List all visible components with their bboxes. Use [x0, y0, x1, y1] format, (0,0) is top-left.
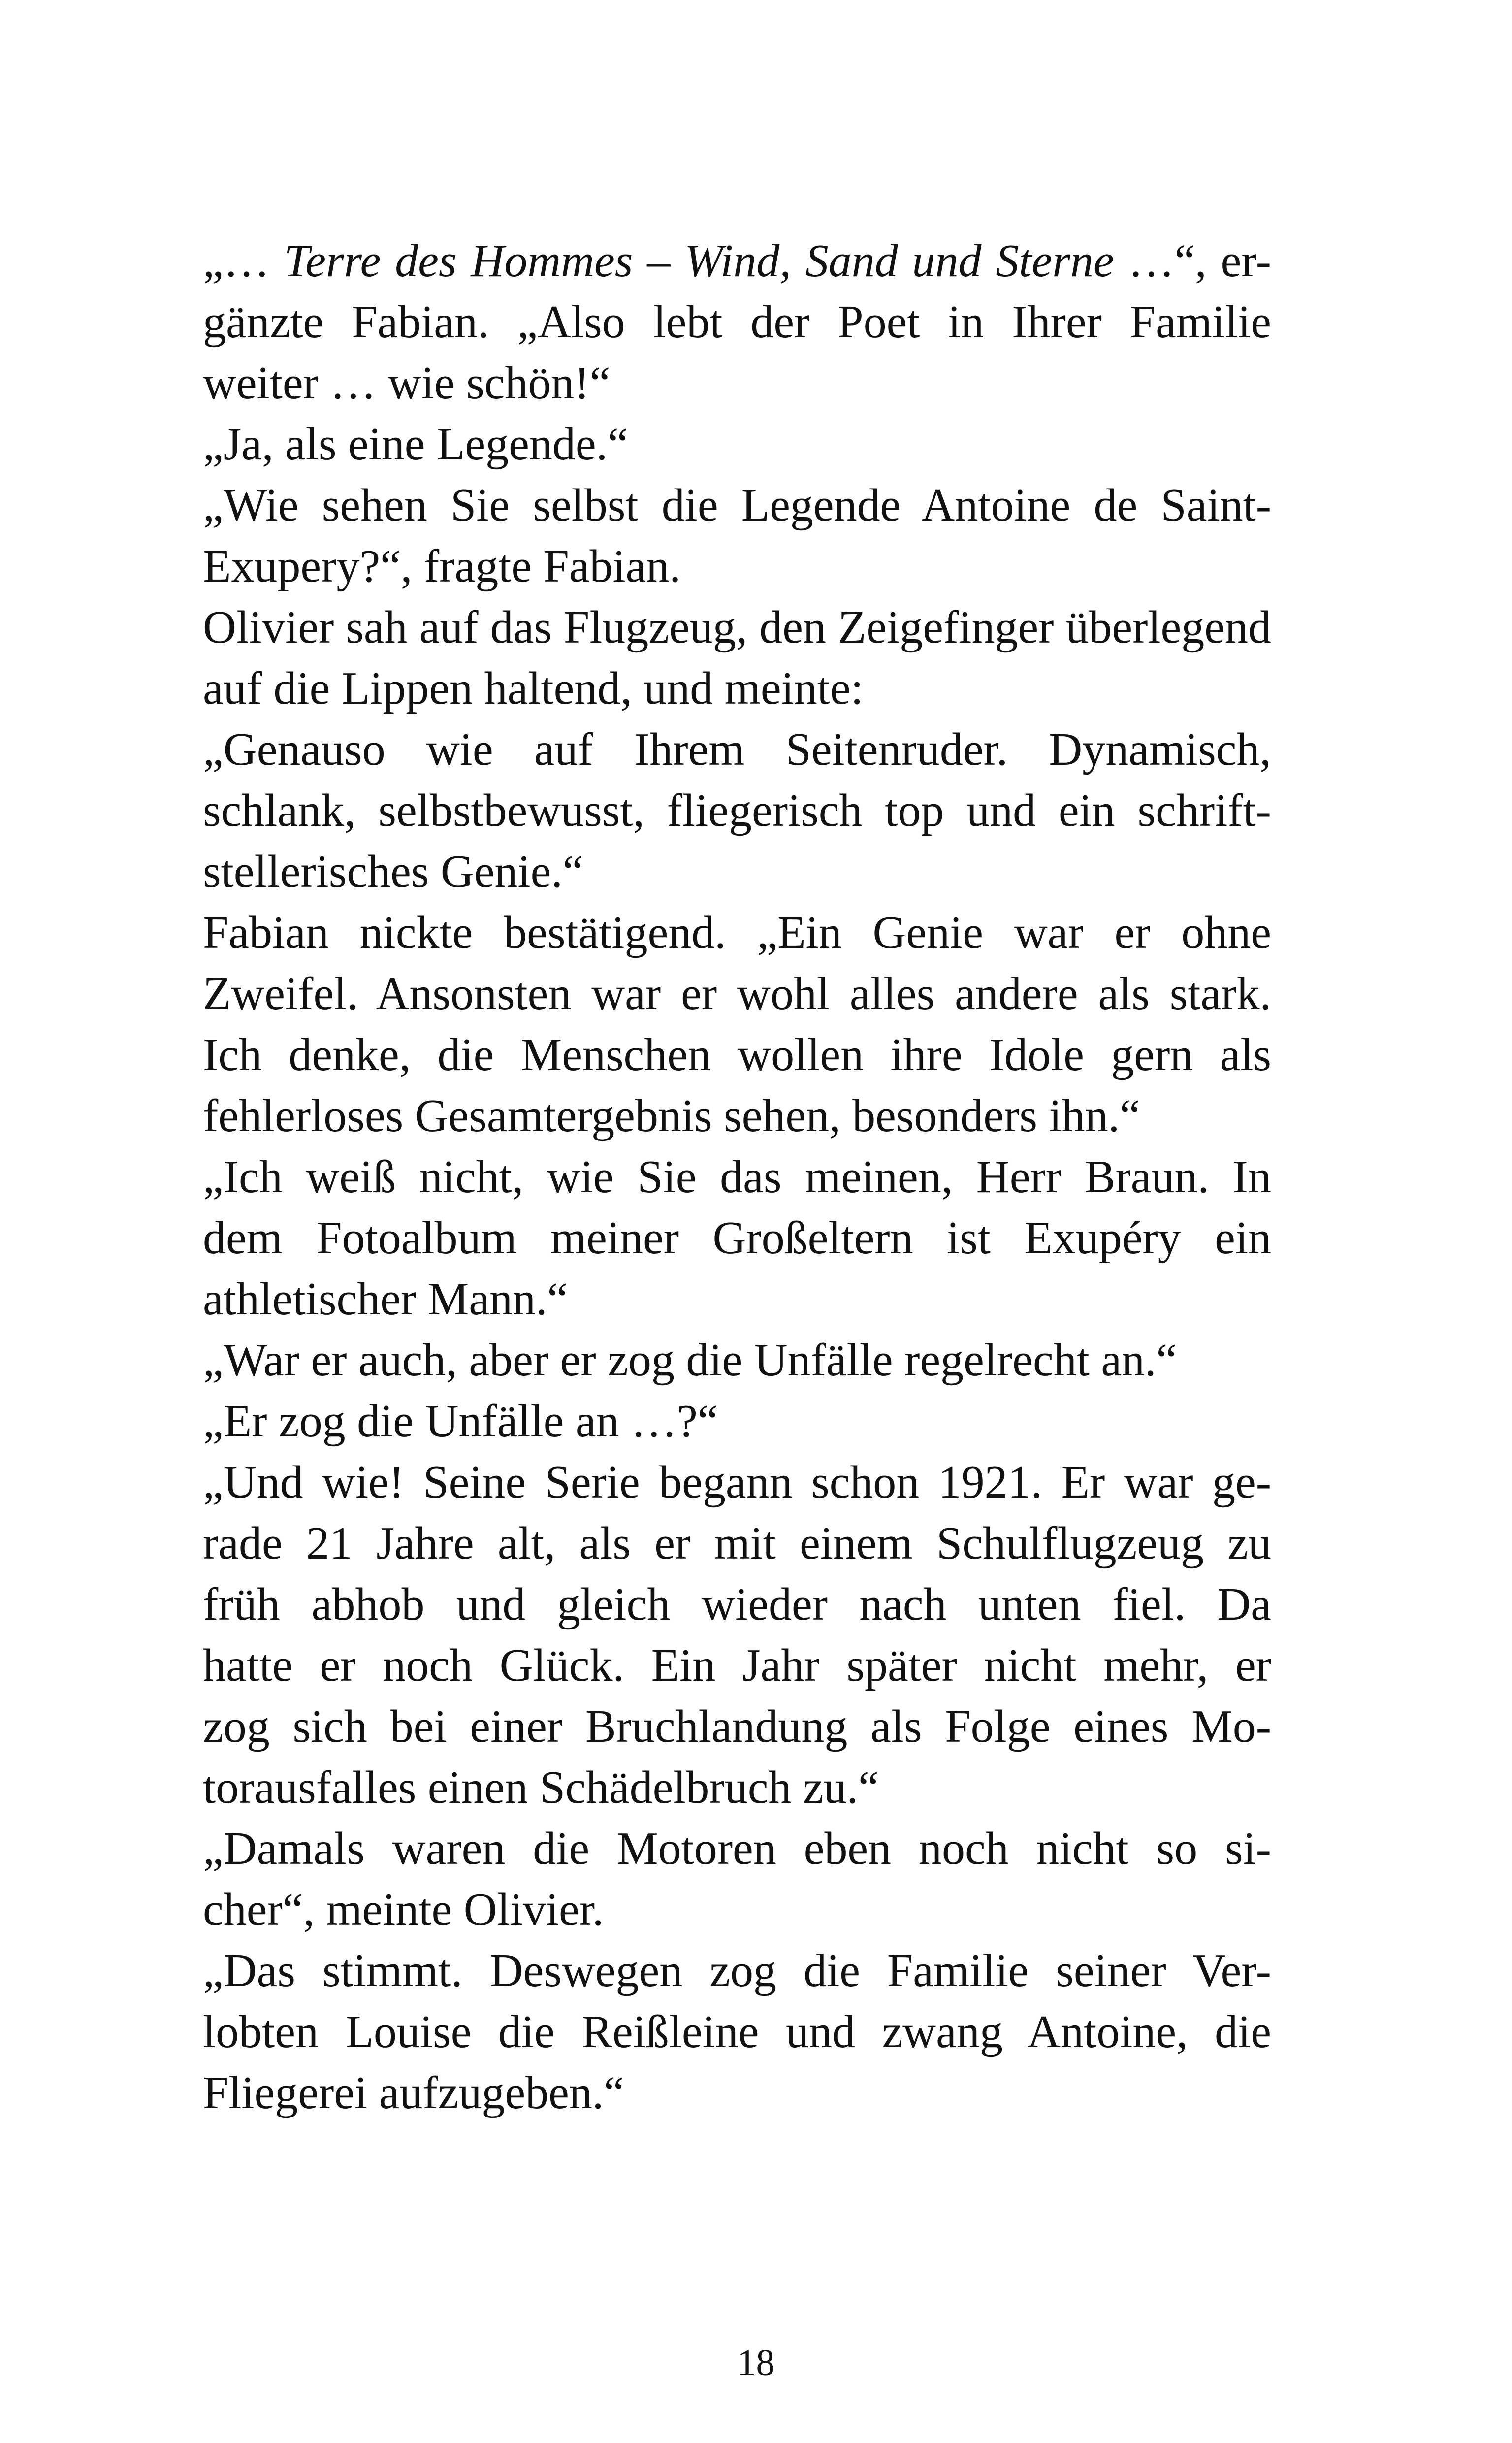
text-line: rade 21 Jahre alt, als er mit einem Schulflugzeug zu — [203, 1518, 1271, 1569]
text-line: „Ich weiß nicht, wie Sie das meinen, Herr Braun. In — [203, 1151, 1271, 1203]
text-line: „Ja, als eine Legende.“ — [203, 419, 628, 470]
text-line: stellerisches Genie.“ — [203, 846, 583, 897]
text-line: Zweifel. Ansonsten war er wohl alles andere als stark. — [203, 968, 1271, 1019]
text-line: schlank, selbstbewusst, fliegerisch top und ein schrift- — [203, 785, 1271, 836]
text-line: gänzte Fabian. „Also lebt der Poet in Ihrer Familie — [203, 296, 1271, 348]
text-line: „Das stimmt. Deswegen zog die Familie seiner Ver- — [203, 1945, 1271, 1996]
text-line: lobten Louise die Reißleine und zwang Antoine, die — [203, 2006, 1271, 2057]
text-line: athletischer Mann.“ — [203, 1273, 568, 1325]
text-line: früh abhob und gleich wieder nach unten fiel. Da — [203, 1579, 1271, 1630]
text-line: zog sich bei einer Bruchlandung als Folge eines Mo- — [203, 1701, 1271, 1752]
text-line: „Damals waren die Motoren eben noch nicht so si- — [203, 1823, 1271, 1874]
text-line: Olivier sah auf das Flugzeug, den Zeigefinger überlegend — [203, 602, 1271, 653]
text-line: fehlerloses Gesamtergebnis sehen, besonders ihn.“ — [203, 1090, 1140, 1141]
text-line: torausfalles einen Schädelbruch zu.“ — [203, 1762, 879, 1813]
text-line-tail: …“, er- — [1114, 235, 1271, 287]
text-line: auf die Lippen haltend, und meinte: — [203, 663, 864, 714]
text-line: „Wie sehen Sie selbst die Legende Antoine de Saint- — [203, 480, 1271, 531]
book-title-italic: Terre des Hommes – Wind, Sand und Sterne — [284, 235, 1114, 287]
text-line: „Genauso wie auf Ihrem Seitenruder. Dynamisch, — [203, 724, 1271, 775]
text-line: Fabian nickte bestätigend. „Ein Genie war er ohne — [203, 907, 1271, 958]
text-line: dem Fotoalbum meiner Großeltern ist Exupéry ein — [203, 1212, 1271, 1264]
page-number: 18 — [737, 2342, 775, 2383]
text-line: hatte er noch Glück. Ein Jahr später nicht mehr, er — [203, 1640, 1271, 1691]
text-line: Ich denke, die Menschen wollen ihre Idole gern als — [203, 1029, 1271, 1080]
text-line-lead: „… — [203, 235, 284, 287]
text-line: „Er zog die Unfälle an …?“ — [203, 1396, 718, 1447]
text-line: „Und wie! Seine Serie begann schon 1921. Er war ge- — [203, 1457, 1271, 1508]
text-line: Exupery?“, fragte Fabian. — [203, 541, 681, 592]
text-line: weiter … wie schön!“ — [203, 358, 611, 409]
text-line: „War er auch, aber er zog die Unfälle regelrecht an.“ — [203, 1335, 1177, 1386]
text-line — [203, 230, 1271, 292]
text-line: Fliegerei aufzugeben.“ — [203, 2067, 625, 2118]
book-text-block — [203, 230, 1271, 2123]
text-line: cher“, meinte Olivier. — [203, 1884, 604, 1935]
